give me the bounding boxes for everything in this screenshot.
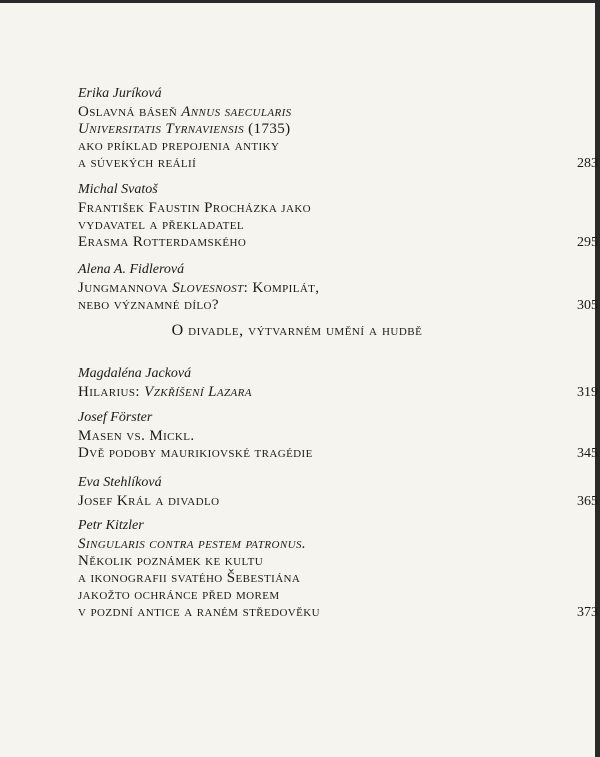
title-segment: Jungmannova	[78, 280, 173, 296]
title-segment: Singularis contra pestem patronus.	[78, 536, 306, 552]
toc-entry	[78, 410, 598, 462]
entry-title-line	[78, 217, 518, 234]
entry-title-line	[78, 104, 518, 121]
title-segment: : Kompilát,	[243, 280, 320, 296]
entry-title-line	[78, 234, 518, 251]
toc-entry	[78, 182, 598, 251]
title-segment: Dvě podoby maurikiovské tragédie	[78, 445, 313, 461]
entry-title-line	[78, 384, 518, 401]
entry-title-line	[78, 280, 518, 297]
entry-author: Michal Svatoš	[78, 182, 158, 197]
entry-title-line	[78, 493, 518, 510]
entry-author: Eva Stehlíková	[78, 475, 162, 490]
entry-title-line	[78, 570, 518, 587]
scan-edge-right	[595, 0, 600, 757]
title-segment: v pozdní antice a raném středověku	[78, 604, 320, 620]
title-segment: (1735)	[244, 121, 291, 137]
toc-entry	[78, 518, 598, 621]
title-segment: Hilarius:	[78, 384, 145, 400]
title-segment: Universitatis Tyrnaviensis	[78, 121, 244, 137]
title-segment: a súvekých reálií	[78, 155, 197, 171]
entry-title-line	[78, 121, 518, 138]
title-segment: Masen vs. Mickl.	[78, 428, 195, 444]
toc-entry	[78, 86, 598, 172]
toc-entry	[78, 475, 598, 510]
entry-title-line	[78, 536, 518, 553]
page-number: 283	[577, 156, 598, 171]
page-number: 373	[577, 605, 598, 620]
entry-title-line	[78, 297, 518, 314]
title-segment: Vzkříšení Lazara	[144, 384, 252, 400]
entry-title-line	[78, 428, 518, 445]
title-segment: Několik poznámek ke kultu	[78, 553, 264, 569]
section-heading: O divadle, výtvarném umění a hudbě	[171, 322, 423, 339]
page-number: 295	[577, 235, 598, 250]
title-segment: František Faustin Procházka jako	[78, 200, 312, 216]
entry-title-line	[78, 553, 518, 570]
title-segment: Josef Král a divadlo	[78, 493, 220, 509]
title-segment: Erasma Rotterdamského	[78, 234, 247, 250]
title-segment: Oslavná báseň	[78, 104, 182, 120]
entry-author: Magdaléna Jacková	[78, 366, 192, 381]
title-segment: Annus saecularis	[181, 104, 292, 120]
entry-title-line	[78, 200, 518, 217]
title-segment: vydavatel a překladatel	[78, 217, 245, 233]
toc-entry	[78, 366, 598, 401]
page-number: 345	[577, 446, 598, 461]
entry-author: Josef Förster	[78, 410, 153, 425]
page-number: 319	[577, 385, 598, 400]
title-segment: a ikonografii svatého Šebestiána	[78, 570, 301, 586]
title-segment: jakožto ochránce před morem	[78, 587, 280, 603]
entry-title-line	[78, 445, 518, 462]
title-segment: ako príklad prepojenia antiky	[78, 138, 280, 154]
entry-title-line	[78, 155, 518, 172]
page-number: 365	[577, 494, 598, 509]
entry-author: Erika Juríková	[78, 86, 162, 101]
entry-title-line	[78, 587, 518, 604]
entry-author: Alena A. Fidlerová	[78, 262, 185, 277]
title-segment: Slovesnost	[172, 280, 244, 296]
title-segment: nebo významné dílo?	[78, 297, 219, 313]
entry-title-line	[78, 138, 518, 155]
entry-author: Petr Kitzler	[78, 518, 144, 533]
entry-title-line	[78, 604, 518, 621]
toc-entry	[78, 262, 598, 314]
page-number: 305	[577, 298, 598, 313]
